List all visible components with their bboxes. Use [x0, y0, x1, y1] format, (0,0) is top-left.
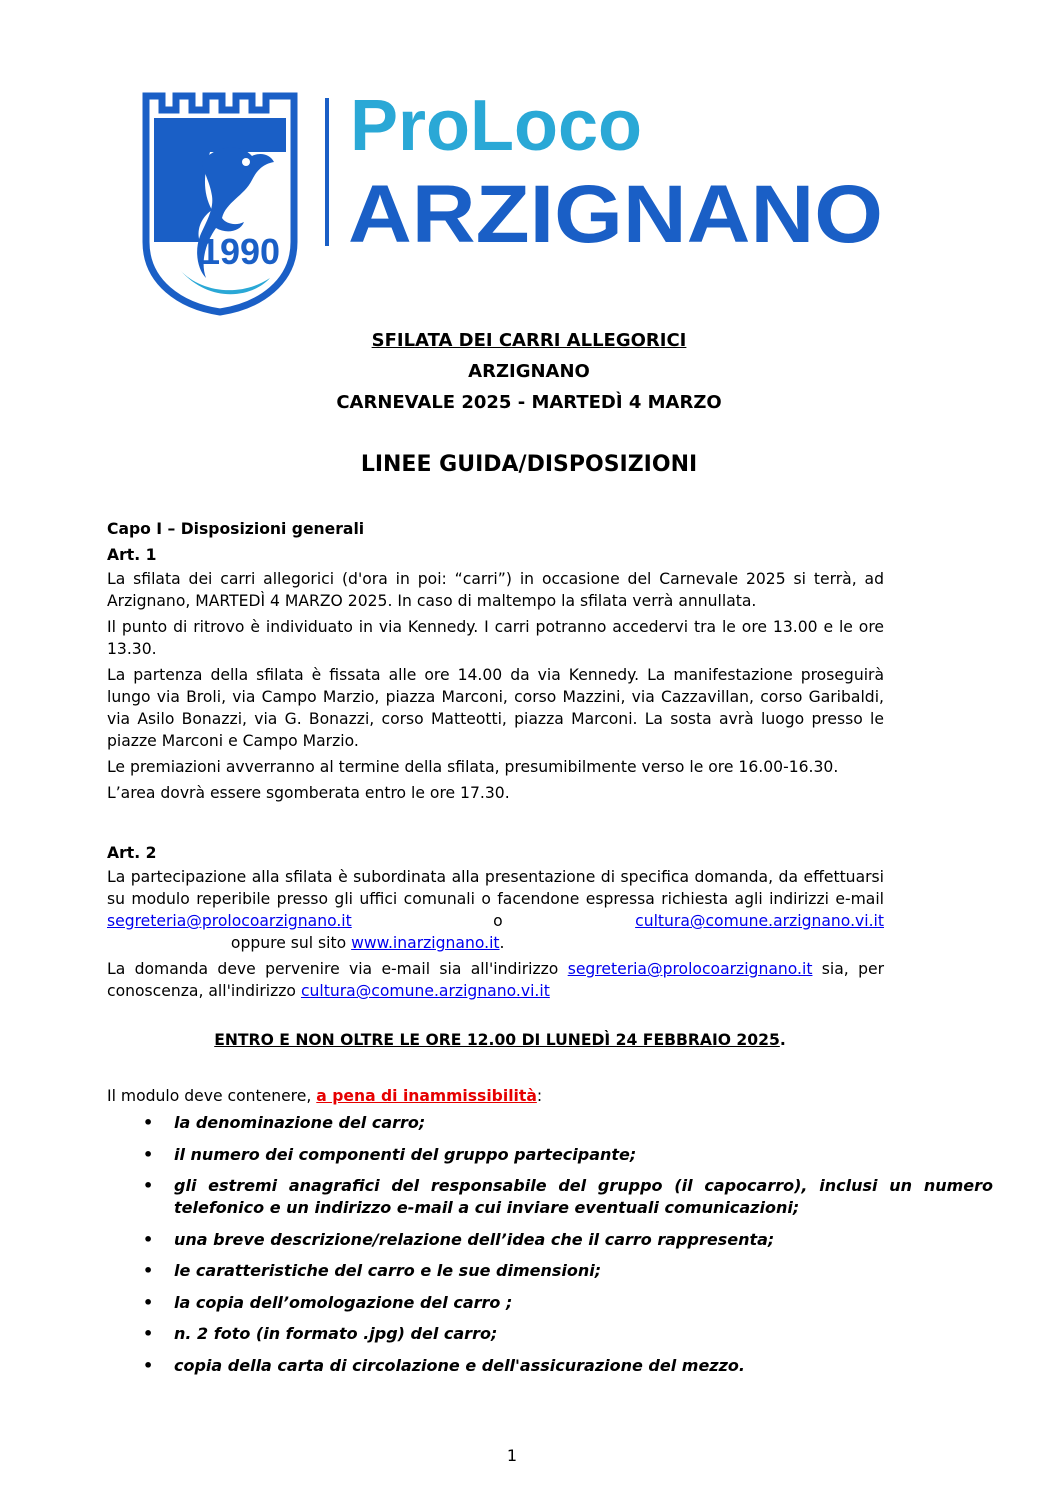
article-1-paragraph: La sfilata dei carri allegorici (d'ora in poi: “carri”) in occasione del Carnevale 2025 si terrà, ad Arzignano, MARTEDÌ 4 MARZO 2025. In caso di maltempo la sfilata verrà annullata.	[107, 570, 884, 610]
article-1-section	[107, 518, 884, 808]
email-link-segreteria[interactable]: segreteria@prolocoarzignano.it	[567, 960, 813, 978]
article-2-title: Art. 2	[107, 844, 157, 862]
email-link-segreteria[interactable]: segreteria@prolocoarzignano.it	[107, 912, 352, 930]
event-title: SFILATA DEI CARRI ALLEGORICI	[371, 330, 687, 351]
logo-divider	[325, 98, 329, 246]
proloco-logo-graphic	[140, 92, 900, 316]
bullet-icon: •	[143, 1144, 154, 1164]
logo-year: 1990	[199, 231, 281, 272]
article-2-paragraph-2	[107, 958, 884, 1002]
article-2-text: La domanda deve pervenire via e-mail sia all'indirizzo	[107, 960, 559, 978]
requirement-text: n. 2 foto (in formato .jpg) del carro;	[174, 1324, 498, 1343]
logo-brand-line1: ProLoco	[350, 92, 643, 166]
deadline-notice	[0, 1031, 1000, 1049]
chapter-title: Capo I – Disposizioni generali	[107, 520, 365, 538]
bullet-icon: •	[143, 1261, 154, 1280]
requirement-text: la copia dell’omologazione del carro ;	[174, 1292, 513, 1312]
deadline-period: .	[779, 1031, 786, 1049]
list-item	[143, 1260, 993, 1282]
list-item	[143, 1229, 993, 1251]
requirement-text: gli estremi anagrafici del responsabile del gruppo (il capocarro), inclusi un numero telefonico e un indirizzo e-mail a cui inviare eventuali comunicazioni;	[174, 1176, 993, 1217]
article-2-text: sia, per conoscenza, all'indirizzo	[107, 960, 884, 1000]
module-intro-colon: :	[536, 1087, 543, 1105]
requirement-text: copia della carta di circolazione e dell'assicurazione del mezzo.	[174, 1355, 745, 1375]
article-2-text: oppure sul sito	[230, 934, 347, 952]
list-item	[143, 1144, 993, 1166]
module-intro-text: Il modulo deve contenere,	[107, 1087, 312, 1105]
list-item	[143, 1175, 993, 1219]
list-item	[143, 1355, 993, 1377]
article-1-paragraph: L’area dovrà essere sgomberata entro le ore 17.30.	[107, 784, 510, 802]
article-1-paragraph: Le premiazioni avverranno al termine della sfilata, presumibilmente verso le ore 16.00-16.30.	[107, 758, 839, 776]
requirements-list	[143, 1112, 993, 1386]
deadline-text: ENTRO E NON OLTRE LE ORE 12.00 DI LUNEDÌ 24 FEBBRAIO 2025	[214, 1031, 780, 1049]
bullet-icon: •	[143, 1292, 154, 1312]
bullet-icon: •	[143, 1229, 154, 1249]
inadmissibility-warning: a pena di inammissibilità	[316, 1087, 537, 1105]
website-link[interactable]: www.inarzignano.it	[351, 934, 500, 952]
email-link-cultura[interactable]: cultura@comune.arzignano.vi.it	[635, 912, 884, 930]
article-2-text: .	[499, 934, 505, 952]
requirement-text: la denominazione del carro;	[174, 1113, 426, 1132]
proloco-logo	[140, 92, 900, 316]
article-1-title: Art. 1	[107, 546, 157, 564]
article-2-section	[107, 842, 884, 1006]
page-title: LINEE GUIDA/DISPOSIZIONI	[360, 452, 698, 477]
logo-brand-line2: ARZIGNANO	[348, 169, 883, 260]
event-date: CARNEVALE 2025 - MARTEDÌ 4 MARZO	[336, 392, 722, 413]
requirement-text: una breve descrizione/relazione dell’idea che il carro rappresenta;	[174, 1229, 775, 1249]
bullet-icon: •	[143, 1113, 154, 1132]
page-number: 1	[506, 1446, 518, 1465]
bullet-icon: •	[143, 1176, 154, 1195]
module-intro	[107, 1085, 884, 1107]
article-1-paragraph: Il punto di ritrovo è individuato in via Kennedy. I carri potranno accedervi tra le ore 13.00 e le ore 13.30.	[107, 618, 884, 658]
list-item	[143, 1292, 993, 1314]
event-location: ARZIGNANO	[468, 361, 590, 382]
article-2-paragraph-1	[107, 866, 884, 954]
article-2-text: La partecipazione alla sfilata è subordinata alla presentazione di specifica domanda, da effettuarsi su modulo reperibile presso gli uffici comunali o facendone espressa richiesta agli indirizzi e-mail	[107, 868, 884, 908]
requirement-text: il numero dei componenti del gruppo partecipante;	[174, 1144, 637, 1164]
or-text: o	[493, 912, 503, 930]
shield-emblem-icon	[146, 96, 294, 312]
requirement-text: le caratteristiche del carro e le sue dimensioni;	[174, 1261, 602, 1280]
list-item	[143, 1323, 993, 1345]
email-link-cultura[interactable]: cultura@comune.arzignano.vi.it	[300, 982, 550, 1000]
bullet-icon: •	[143, 1324, 154, 1343]
list-item	[143, 1112, 993, 1134]
article-1-paragraph: La partenza della sfilata è fissata alle ore 14.00 da via Kennedy. La manifestazione proseguirà lungo via Broli, via Campo Marzio, piazza Marconi, corso Mazzini, via Cazzavillan, corso Garibaldi, via Asilo Bonazzi, via G. Bonazzi, corso Matteotti, piazza Marconi. La sosta avrà luogo presso le piazze Marconi e Campo Marzio.	[107, 666, 884, 750]
bullet-icon: •	[143, 1355, 154, 1375]
